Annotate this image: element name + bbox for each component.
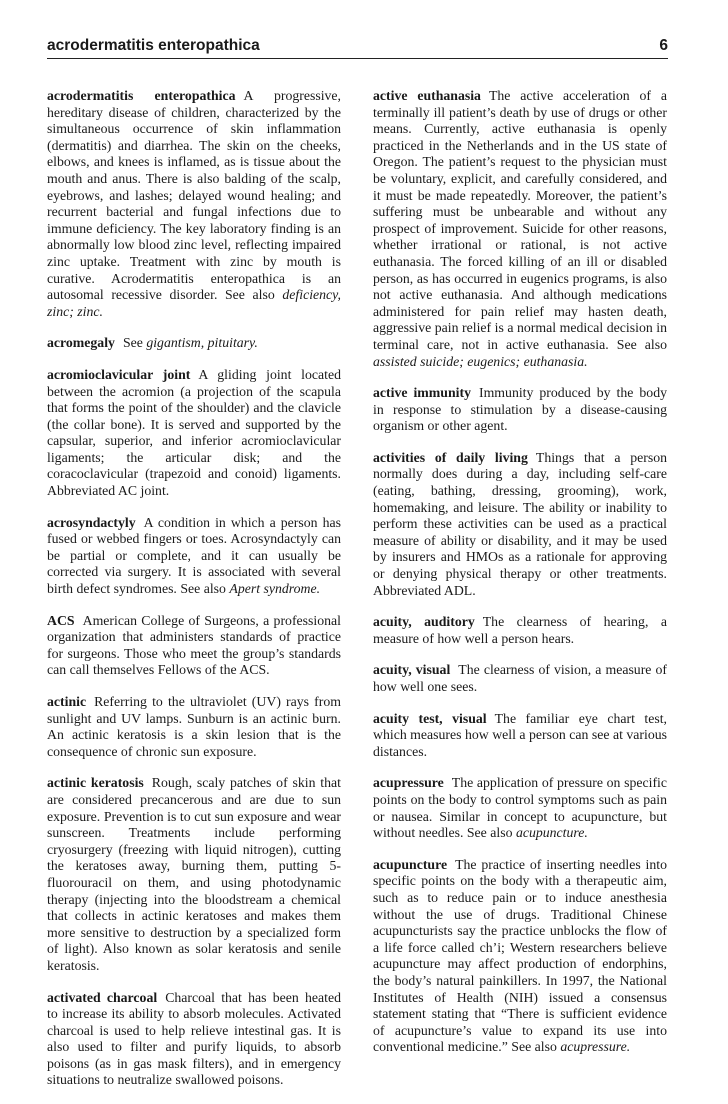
- entry-see-also: assisted suicide; eugenics; euthanasia.: [373, 353, 588, 369]
- left-column: [47, 88, 341, 1104]
- entry-see-also: acupressure.: [560, 1039, 631, 1055]
- dictionary-entry: [373, 450, 667, 599]
- entry-definition: A progressive, hereditary disease of children, characterized by the simultaneous occurrence of skin inflammation (dermatitis) and diarrhea. The skin on the cheeks, elbows, and knees is inflamed, as is tissue about the mouth and anus. There is also balding of the scalp, eyebrows, and lashes; delayed wound healing; and recurrent bacterial and fungal infections due to immune deficiency. The key laboratory finding is an abnormally low blood zinc level, reflecting impaired zinc uptake. Treatment with zinc by mouth is curative. Acrodermatitis enteropathica is an autosomal recessive disorder. See also: [47, 88, 341, 303]
- running-head: acrodermatitis enteropathica: [47, 37, 260, 54]
- entry-definition: Charcoal that has been heated to increase its ability to absorb molecules. Activated charcoal is used to help relieve intestinal gas. It is also used to filter and purify liquids, to absorb poisons (as in gas mask filters), and in emergency situations to neutralize swallowed poisons.: [47, 989, 341, 1088]
- entry-definition: The practice of inserting needles into specific points on the body with a therapeutic aim, such as to reduce pain or to induce anesthesia without the use of drugs. Traditional Chinese acupuncturists say the practice unblocks the flow of a life force called ch’i; Western researchers believe acupuncture may affect production of endorphins, the body’s natural painkillers. In 1997, the National Institutes of Health (NIH) issued a consensus statement stating that “There is sufficient evidence of acupuncture’s value to expand its use into conventional medicine.” See also: [373, 856, 667, 1055]
- entry-see-also: deficiency, zinc; zinc.: [47, 287, 341, 319]
- entry-see-also: Apert syndrome.: [229, 581, 321, 597]
- dictionary-entry: [373, 614, 667, 647]
- entry-term: acupuncture: [373, 856, 448, 872]
- dictionary-entry: [373, 662, 667, 695]
- entry-see-also: gigantism, pituitary.: [146, 335, 258, 351]
- entry-term: acrodermatitis enteropathica: [47, 88, 236, 103]
- entry-definition: A condition in which a person has fused or webbed fingers or toes. Acrosyndactyly can be partial or complete, and it can usually be corrected via surgery. It is associated with several birth defect syndromes. See also: [47, 514, 341, 597]
- dictionary-entry: [373, 857, 667, 1056]
- entry-definition: The active acceleration of a terminally ill patient’s death by use of drugs or other means. Currently, active euthanasia is openly practiced in the Netherlands and in the US state of Oregon. The patient’s request to the physician must be voluntary, explicit, and carefully considered, and it must be made repeatedly. Moreover, the patient’s suffering must be unbearable and without any prospect of improvement. Suicide for other reasons, whether irrational or rational, is not active euthanasia. The forced killing of an ill or disabled person, as has occurred in eugenics programs, is also not active euthanasia. And although medications administered for pain relief may hasten death, aggressive pain relief is a normal medical decision in terminal care, not in active euthanasia. See also: [373, 88, 668, 352]
- entry-term: acupressure: [373, 775, 444, 791]
- right-column: [373, 88, 667, 1071]
- dictionary-entry: [47, 367, 341, 500]
- entry-term: active euthanasia: [373, 88, 481, 103]
- entry-term: acuity, auditory: [373, 614, 475, 630]
- entry-term: actinic keratosis: [47, 775, 144, 791]
- entry-see-also: acupuncture.: [515, 825, 588, 841]
- entry-definition: The familiar eye chart test, which measures how well a person can see at various distances.: [373, 710, 667, 759]
- entry-definition: The clearness of vision, a measure of how well one sees.: [373, 662, 667, 694]
- entry-definition: Rough, scaly patches of skin that are considered precancerous and are due to sun exposure. Prevention is to cut sun exposure and wear sunscreen. Treatments include performing cryosurgery (freezing with liquid nitrogen), cutting the keratoses away, burning them, putting 5-fluorouracil on them, and using photodynamic therapy (injecting into the bloodstream a chemical that collects in actinic keratoses and makes them more sensitive to destruction by a specialized form of light). Also known as solar keratosis and senile keratosis.: [47, 775, 341, 973]
- entry-term: active immunity: [373, 385, 471, 401]
- entry-term: activated charcoal: [47, 989, 158, 1005]
- dictionary-entry: [373, 775, 667, 841]
- running-header: [47, 35, 668, 57]
- entry-definition: Referring to the ultraviolet (UV) rays from sunlight and UV lamps. Sunburn is an actinic burn. An actinic keratosis is a skin lesion that is the consequence of chronic sun exposure.: [47, 694, 341, 759]
- entry-term: acrosyndactyly: [47, 514, 136, 530]
- entry-term: activities of daily living: [373, 449, 528, 465]
- dictionary-entry: [47, 990, 341, 1090]
- entry-definition: A gliding joint located between the acromion (a projection of the scapula that forms the point of the shoulder) and the clavicle (the collar bone). It is served and supported by the capsular, superior, and inferior acromioclavicular ligaments; the articular disk; and the coracoclavicular (trapezoid and conoid) ligaments. Abbreviated AC joint.: [47, 366, 341, 499]
- entry-definition: Things that a person normally does during a day, including self-care (eating, bathing, dressing, grooming), work, homemaking, and leisure. The ability or inability to perform these activities can be used as a practical measure of ability or disability, and it may be used by insurers and HMOs as a rationale for approving or denying physical therapy or other treatments. Abbreviated ADL.: [373, 449, 667, 598]
- entry-term: acuity, visual: [373, 662, 451, 678]
- dictionary-entry: [373, 385, 667, 435]
- entry-definition: Immunity produced by the body in response to stimulation by a disease-causing organism or other agent.: [373, 385, 668, 434]
- dictionary-entry: [47, 515, 341, 598]
- entry-term: acuity test, visual: [373, 710, 487, 726]
- entry-term: ACS: [47, 612, 75, 628]
- entry-term: acromegaly: [47, 335, 115, 351]
- dictionary-entry: [47, 775, 341, 974]
- entry-term: acromioclavicular joint: [47, 366, 191, 382]
- dictionary-entry: [47, 88, 341, 320]
- header-rule: [47, 58, 668, 59]
- entry-definition: See: [122, 335, 143, 351]
- entry-term: actinic: [47, 694, 87, 709]
- page-number: 6: [659, 37, 668, 54]
- dictionary-entry: [47, 335, 341, 352]
- entry-definition: The clearness of hearing, a measure of how well a person hears.: [373, 614, 667, 646]
- entry-definition: The application of pressure on specific points on the body to control symptoms such as pain or nausea. Similar in concept to acupuncture, but without needles. See also: [373, 775, 667, 841]
- dictionary-entry: [47, 613, 341, 679]
- dictionary-entry: [373, 711, 667, 761]
- entry-definition: American College of Surgeons, a professional organization that administers standards of practice for surgeons. Those who meet the group’s standards can call themselves Fellows of the ACS.: [47, 612, 341, 678]
- dictionary-entry: [47, 694, 341, 760]
- dictionary-entry: [373, 88, 667, 370]
